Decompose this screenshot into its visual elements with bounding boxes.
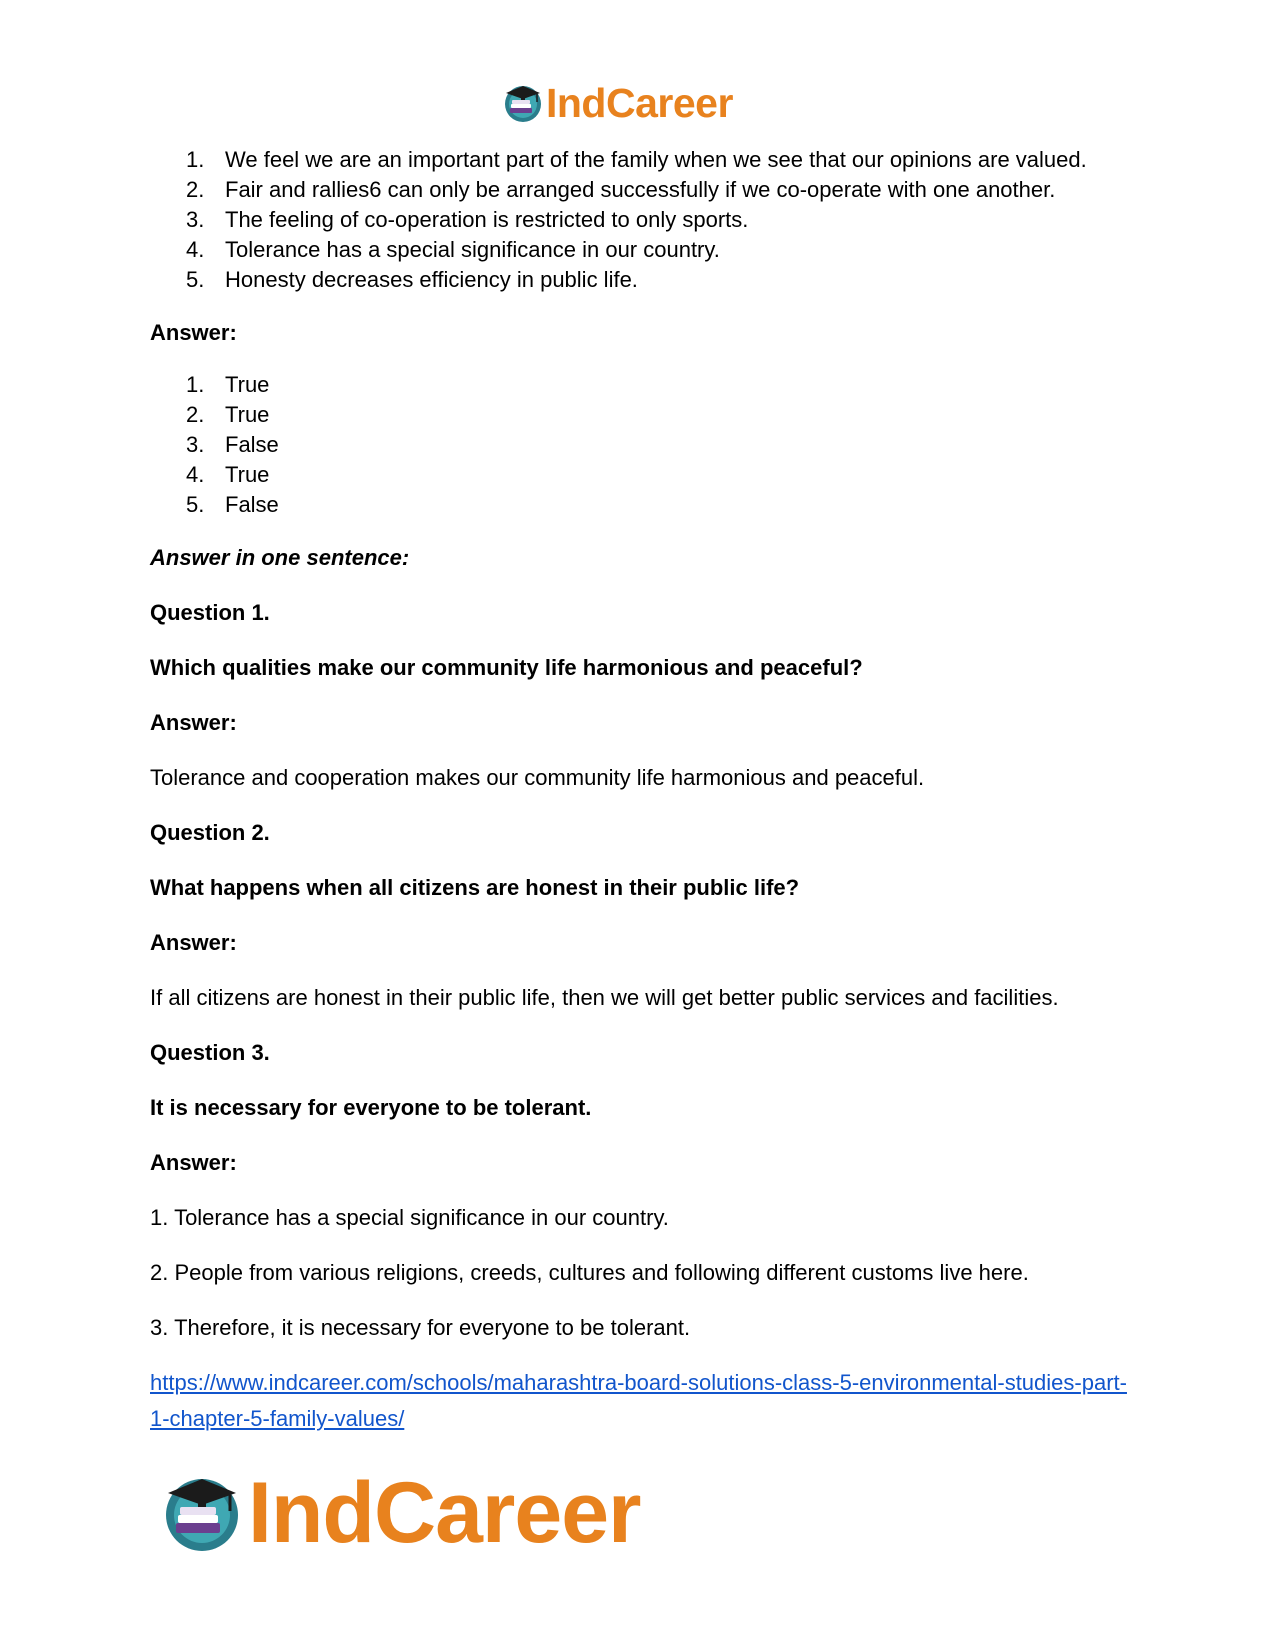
question-text: What happens when all citizens are honest in their public life? (150, 875, 800, 900)
list-item (150, 235, 1130, 265)
list-item-number: 4. (186, 237, 205, 262)
answer-heading: Answer: (150, 710, 237, 735)
graduation-cap-book-icon (160, 1471, 244, 1555)
list-item-text: Honesty decreases efficiency in public life. (225, 267, 638, 292)
list-item-number: 2. (186, 177, 205, 202)
list-item-text: True (225, 462, 270, 487)
question-label: Question 1. (150, 600, 270, 625)
list-item-text: True (225, 372, 270, 397)
list-item-text: True (225, 402, 270, 427)
list-item-number: 5. (186, 267, 205, 292)
answer-point: 3. Therefore, it is necessary for everyone to be tolerant. (150, 1315, 691, 1340)
list-item-number: 3. (186, 432, 205, 457)
question-text: Which qualities make our community life harmonious and peaceful? (150, 655, 863, 680)
answer-text: If all citizens are honest in their public life, then we will get better public services and facilities. (150, 985, 1059, 1010)
list-item-text: Fair and rallies6 can only be arranged successfully if we co-operate with one another. (225, 177, 1056, 202)
section-heading: Answer in one sentence: (150, 545, 410, 570)
list-item-number: 4. (186, 462, 205, 487)
list-item-number: 3. (186, 207, 205, 232)
question-label: Question 3. (150, 1040, 270, 1065)
list-item-number: 1. (186, 147, 205, 172)
answer-list (150, 370, 1130, 520)
list-item-number: 2. (186, 402, 205, 427)
answer-text: Tolerance and cooperation makes our community life harmonious and peaceful. (150, 765, 925, 790)
document-content (150, 145, 1130, 1437)
list-item-number: 5. (186, 492, 205, 517)
list-item (150, 205, 1130, 235)
answer-point: 2. People from various religions, creeds, cultures and following different customs live here. (150, 1260, 1029, 1285)
list-item-text: The feeling of co-operation is restricted to only sports. (225, 207, 749, 232)
header-logo (502, 80, 733, 126)
list-item (150, 400, 1130, 430)
graduation-cap-book-icon (502, 82, 544, 124)
question-text: It is necessary for everyone to be tolerant. (150, 1095, 592, 1120)
answer-heading: Answer: (150, 1150, 237, 1175)
list-item-number: 1. (186, 372, 205, 397)
question-label: Question 2. (150, 820, 270, 845)
list-item (150, 490, 1130, 520)
answer-heading: Answer: (150, 320, 237, 345)
list-item-text: False (225, 432, 279, 457)
list-item-text: We feel we are an important part of the family when we see that our opinions are valued. (225, 147, 1087, 172)
list-item (150, 175, 1130, 205)
answer-point: 1. Tolerance has a special significance in our country. (150, 1205, 669, 1230)
list-item (150, 370, 1130, 400)
list-item-text: Tolerance has a special significance in our country. (225, 237, 720, 262)
list-item-text: False (225, 492, 279, 517)
source-link[interactable]: https://www.indcareer.com/schools/maharashtra-board-solutions-class-5-environmental-studies-part-1-chapter-5-family-values/ (150, 1370, 1127, 1431)
list-item (150, 460, 1130, 490)
list-item (150, 265, 1130, 295)
answer-heading: Answer: (150, 930, 237, 955)
footer-logo (160, 1465, 641, 1561)
list-item (150, 145, 1130, 175)
footer-logo-text: IndCareer (248, 1465, 641, 1561)
header-logo-text: IndCareer (546, 80, 733, 126)
statement-list (150, 145, 1130, 295)
list-item (150, 430, 1130, 460)
